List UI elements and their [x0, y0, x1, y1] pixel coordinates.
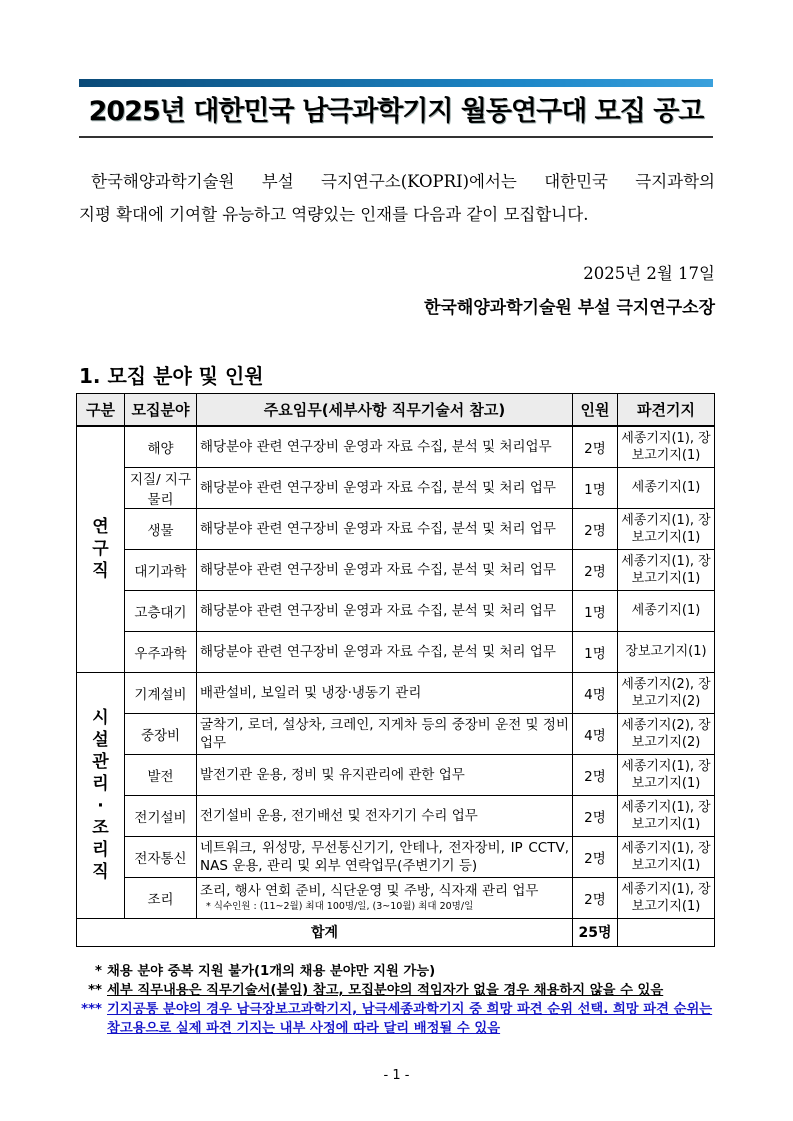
duty-cell [197, 672, 573, 713]
duty-cell [197, 836, 573, 877]
issuing-organization: 한국해양과학기술원 부설 극지연구소장 [423, 298, 715, 318]
total-base-empty [618, 918, 715, 946]
duty-text: 발전기관 운용, 정비 및 유지관리에 관한 업무 [200, 766, 465, 783]
intro-paragraph [79, 165, 715, 231]
duty-cell [197, 795, 573, 836]
field-cell: 생물 [125, 508, 197, 549]
duty-text: 조리, 행사 연회 준비, 식단운영 및 주방, 식자재 관리 업무 [200, 883, 539, 899]
duty-cell [197, 754, 573, 795]
table-row [77, 713, 715, 754]
field-cell: 기계설비 [125, 672, 197, 713]
duty-text: 해당분야 관련 연구장비 운영과 자료 수집, 분석 및 처리 업무 [200, 479, 556, 496]
table-row [77, 549, 715, 590]
duty-text: 굴착기, 로더, 설상차, 크레인, 지게차 등의 중장비 운전 및 정비 업무 [200, 716, 569, 751]
note-mark: ** [88, 983, 102, 998]
base-cell: 세종기지(1), 장보고기지(1) [618, 877, 715, 918]
table-row [77, 426, 715, 467]
field-cell: 대기과학 [125, 549, 197, 590]
duty-cell [197, 467, 573, 508]
table-row [77, 508, 715, 549]
field-cell: 조리 [125, 877, 197, 918]
field-cell: 고층대기 [125, 590, 197, 631]
field-cell: 지질/ 지구물리 [125, 467, 197, 508]
duty-cell [197, 590, 573, 631]
page-number: - 1 - [383, 1068, 410, 1083]
count-cell: 2명 [573, 836, 618, 877]
base-cell: 세종기지(1), 장보고기지(1) [618, 754, 715, 795]
table-row [77, 590, 715, 631]
category-char: 시 [92, 708, 109, 728]
duty-text: 해당분야 관련 연구장비 운영과 자료 수집, 분석 및 처리 업무 [200, 520, 556, 537]
category-char: 구 [92, 539, 109, 560]
category-char: 직 [92, 862, 109, 882]
header-field: 모집분야 [125, 394, 197, 427]
intro-line-2: 지평 확대에 기여할 유능하고 역량있는 인재를 다음과 같이 모집합니다. [79, 205, 589, 224]
title-underline [79, 136, 713, 138]
count-cell: 2명 [573, 508, 618, 549]
count-cell: 2명 [573, 795, 618, 836]
base-cell: 세종기지(2), 장보고기지(2) [618, 713, 715, 754]
recruitment-table-wrapper [76, 393, 714, 947]
notes [76, 962, 721, 1038]
category-char: 설 [92, 730, 109, 750]
base-cell: 세종기지(2), 장보고기지(2) [618, 672, 715, 713]
base-cell: 세종기지(1), 장보고기지(1) [618, 795, 715, 836]
announcement-date: 2025년 2월 17일 [583, 264, 715, 283]
count-cell: 2명 [573, 877, 618, 918]
table-body [77, 426, 715, 946]
field-cell: 중장비 [125, 713, 197, 754]
duty-cell [197, 508, 573, 549]
field-cell: 전기설비 [125, 795, 197, 836]
duty-cell [197, 426, 573, 467]
table-row [77, 467, 715, 508]
count-cell: 1명 [573, 467, 618, 508]
total-count: 25명 [573, 918, 618, 946]
duty-text: 해당분야 관련 연구장비 운영과 자료 수집, 분석 및 처리 업무 [200, 561, 556, 578]
duty-cell [197, 549, 573, 590]
total-label: 합계 [77, 918, 573, 946]
page-title: 2025년 대한민국 남극과학기지 월동연구대 모집 공고 [88, 96, 704, 127]
table-row [77, 836, 715, 877]
duty-cell [197, 877, 573, 918]
note-1 [76, 962, 721, 981]
duty-text: 해당분야 관련 연구장비 운영과 자료 수집, 분석 및 처리 업무 [200, 602, 556, 619]
base-cell: 세종기지(1) [618, 467, 715, 508]
header-base: 파견기지 [618, 394, 715, 427]
category-char: 직 [92, 561, 109, 582]
category-char: 리 [92, 774, 109, 794]
note-mark: *** [81, 1002, 102, 1017]
duty-text: 해당분야 관련 연구장비 운영과 자료 수집, 분석 및 처리 업무 [200, 643, 556, 660]
intro-line-1: 한국해양과학기술원 부설 극지연구소(KOPRI)에서는 대한민국 극지과학의 [91, 172, 715, 191]
table-row [77, 672, 715, 713]
header-duty: 주요임무(세부사항 직무기술서 참고) [197, 394, 573, 427]
duty-text: 해당분야 관련 연구장비 운영과 자료 수집, 분석 및 처리업무 [200, 438, 552, 455]
header-category: 구분 [77, 394, 125, 427]
section-title: 1. 모집 분야 및 인원 [79, 364, 264, 388]
total-row [77, 918, 715, 946]
category-char: 관 [92, 752, 109, 772]
field-cell: 발전 [125, 754, 197, 795]
note-text: 채용 분야 중복 지원 불가(1개의 채용 분야만 지원 가능) [107, 964, 436, 979]
category-char: 연 [92, 517, 109, 538]
note-mark: * [95, 964, 102, 979]
duty-text: 전기설비 운용, 전기배선 및 전자기기 수리 업무 [200, 807, 478, 824]
table-row [77, 754, 715, 795]
base-cell: 세종기지(1), 장보고기지(1) [618, 549, 715, 590]
base-cell: 세종기지(1) [618, 590, 715, 631]
category-char: · [97, 796, 104, 816]
note-text: 기지공통 분야의 경우 남극장보고과학기지, 남극세종과학기지 중 희망 파견 순위 선택. 희망 파견 순위는 참고용으로 실제 파견 기지는 내부 사정에 따라 달리 배정될 수 있음 [107, 1002, 713, 1036]
field-cell: 전자통신 [125, 836, 197, 877]
field-cell: 우주과학 [125, 631, 197, 672]
note-3 [76, 1000, 721, 1038]
duty-text: 배관설비, 보일러 및 냉장·냉동기 관리 [200, 684, 422, 701]
count-cell: 4명 [573, 672, 618, 713]
category-char: 조 [92, 818, 109, 838]
count-cell: 2명 [573, 754, 618, 795]
duty-text: 네트워크, 위성망, 무선통신기기, 안테나, 전자장비, IP CCTV, NAS 운용, 관리 및 외부 연락업무(주변기기 등) [200, 839, 569, 874]
field-cell: 해양 [125, 426, 197, 467]
duty-cell [197, 713, 573, 754]
duty-cell [197, 631, 573, 672]
table-header-row [77, 394, 715, 427]
recruitment-table [76, 393, 715, 947]
title-decoration-bar [79, 79, 713, 87]
count-cell: 4명 [573, 713, 618, 754]
base-cell: 세종기지(1), 장보고기지(1) [618, 426, 715, 467]
base-cell: 장보고기지(1) [618, 631, 715, 672]
count-cell: 1명 [573, 590, 618, 631]
category-char: 리 [92, 840, 109, 860]
category-cell [77, 672, 125, 918]
header-count: 인원 [573, 394, 618, 427]
category-cell [77, 426, 125, 672]
table-row [77, 795, 715, 836]
duty-note: * 식수인원 : (11~2월) 최대 100명/일, (3~10월) 최대 20명/일 [206, 901, 474, 912]
table-row [77, 877, 715, 918]
note-text: 세부 직무내용은 직무기술서(붙임) 참고, 모집분야의 적임자가 없을 경우 채용하지 않을 수 있음 [107, 983, 664, 998]
count-cell: 1명 [573, 631, 618, 672]
count-cell: 2명 [573, 549, 618, 590]
base-cell: 세종기지(1), 장보고기지(1) [618, 836, 715, 877]
count-cell: 2명 [573, 426, 618, 467]
note-2 [76, 981, 721, 1000]
base-cell: 세종기지(1), 장보고기지(1) [618, 508, 715, 549]
table-row [77, 631, 715, 672]
